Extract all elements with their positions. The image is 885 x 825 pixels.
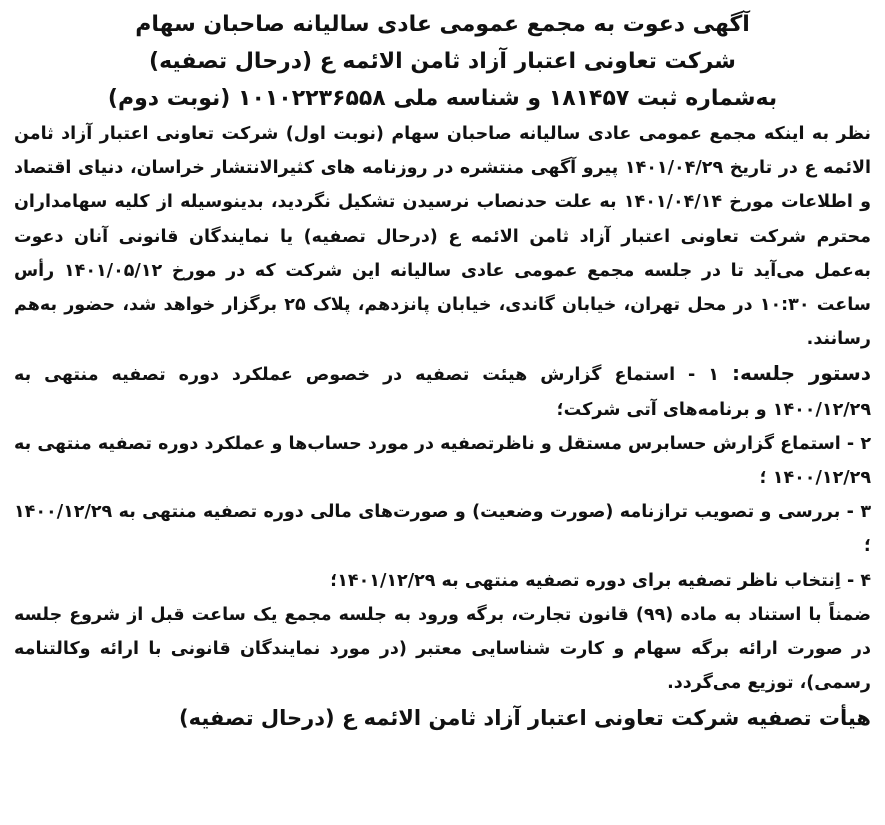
agenda-item-3: ۳ - بررسی و تصویب ترازنامه (صورت وضعیت) و صورت‌های مالی دوره تصفیه منتهی به ۱۴۰۰/۱۲/۲۹ ؛ xyxy=(14,502,871,557)
heading-title: آگهی دعوت به مجمع عمومی عادی سالیانه صاحبان سهام xyxy=(135,12,750,37)
notice-body xyxy=(14,117,871,700)
intro-paragraph: نظر به اینکه مجمع عمومی عادی سالیانه صاحبان سهام (نوبت اول) شرکت تعاونی اعتبار آزاد ثامن الائمه ع در تاریخ ۱۴۰۱/۰۴/۲۹ پیرو آگهی منتشره در روزنامه های کثیرالانتشار خراسان، دنیای اقتصاد و اطلاعات مورخ ۱۴۰۱/۰۴/۱۴ به علت حدنصاب نرسیدن تشکیل نگردید، بدینوسیله از کلیه سهامداران محترم شرکت تعاونی اعتبار آزاد ثامن الائمه ع (درحال تصفیه) یا نمایندگان قانونی آنان دعوت به‌عمل می‌آید تا در جلسه مجمع عمومی عادی سالیانه این شرکت که در مورخ ۱۴۰۱/۰۵/۱۲ رأس ساعت ۱۰:۳۰ در محل تهران، خیابان گاندی، خیابان پانزدهم، پلاک ۲۵ برگزار خواهد شد، حضور به‌هم رسانند. xyxy=(14,124,872,350)
agenda-item-1 xyxy=(14,356,871,426)
agenda-item-4: ۴ - اِنتخاب ناظر تصفیه برای دوره تصفیه منتهی به ۱۴۰۱/۱۲/۲۹؛ xyxy=(330,570,871,591)
agenda-label: دستور جلسه: xyxy=(731,361,872,386)
notice-heading xyxy=(14,6,871,117)
signature-line: هیأت تصفیه شرکت تعاونی اعتبار آزاد ثامن الائمه ع (درحال تصفیه) xyxy=(179,706,871,731)
heading-registration: به‌شماره ثبت ۱۸۱۴۵۷ و شناسه ملی ۱۰۱۰۲۲۳۶۵۵۸ (نوبت دوم) xyxy=(107,86,778,111)
note-paragraph: ضمناً با استناد به ماده (۹۹) قانون تجارت، برگه ورود به جلسه مجمع یک ساعت قبل از شروع جلسه در صورت ارائه برگه سهام و کارت شناسایی معتبر (در مورد نمایندگان قانونی با ارائه وکالتنامه رسمی)، توزیع می‌گردد. xyxy=(14,604,871,694)
heading-company: شرکت تعاونی اعتبار آزاد ثامن الائمه ع (درحال تصفیه) xyxy=(149,49,736,74)
agenda-item-2: ۲ - استماع گزارش حسابرس مستقل و ناظرتصفیه در مورد حساب‌ها و عملکرد دوره تصفیه منتهی به ۱۴۰۰/۱۲/۲۹ ؛ xyxy=(14,433,871,489)
agenda-item-1-text: ۱ - استماع گزارش هیئت تصفیه در خصوص عملکرد دوره تصفیه منتهی به ۱۴۰۰/۱۲/۲۹ و برنامه‌های آتی شرکت؛ xyxy=(14,365,871,420)
